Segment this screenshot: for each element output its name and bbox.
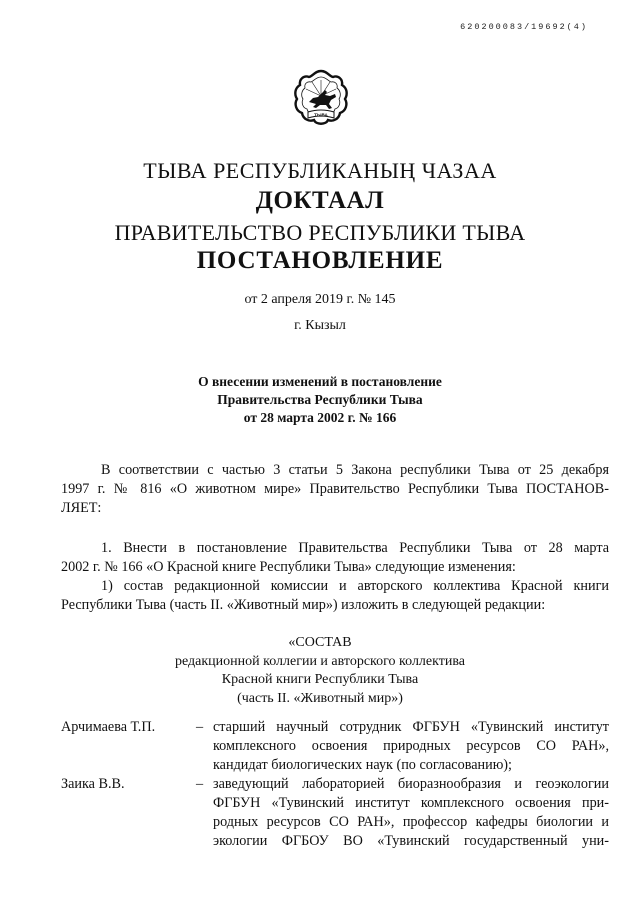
subject-line: Правительства Республики Тыва xyxy=(217,392,423,407)
preamble-line: ЛЯЕТ: xyxy=(61,500,102,516)
composition-title xyxy=(0,634,640,708)
preamble-line: 1997 г. № 816 «О животном мире» Правительство Республики Тыва ПОСТАНОВ- xyxy=(61,481,609,497)
member-name: Арчимаева Т.П. xyxy=(61,719,156,735)
item-1-paragraph xyxy=(61,539,609,615)
resolution-date-number: от 2 апреля 2019 г. № 145 xyxy=(244,292,396,307)
item-1-line: 1. Внести в постановление Правительства Республики Тыва от 28 марта xyxy=(101,540,609,556)
member-description-line: экологии ФГБОУ ВО «Тувинский государственный уни- xyxy=(213,833,609,849)
composition-title-line: редакционной коллегии и авторского коллектива xyxy=(174,653,465,669)
header-government: ПРАВИТЕЛЬСТВО РЕСПУБЛИКИ ТЫВА xyxy=(114,220,526,245)
member-dash: – xyxy=(196,719,204,735)
member-dash: – xyxy=(196,776,204,792)
composition-title-line: (часть II. «Животный мир») xyxy=(237,690,403,706)
composition-title-line: Красной книги Республики Тыва xyxy=(221,672,419,687)
resolution-subject xyxy=(0,373,640,427)
resolution-city: г. Кызыл xyxy=(294,318,346,333)
composition-title-line: «СОСТАВ xyxy=(288,635,352,650)
member-description-line: комплексного освоения природных ресурсов СО РАН», xyxy=(213,738,609,754)
preamble-paragraph xyxy=(61,461,609,518)
member-name: Заика В.В. xyxy=(61,776,125,792)
member-description-line: кандидат биологических наук (по согласованию); xyxy=(213,757,512,773)
subitem-1-line: 1) состав редакционной комиссии и авторского коллектива Красной книги xyxy=(101,578,609,594)
subitem-1-line: Республики Тыва (часть II. «Животный мир») изложить в следующей редакции: xyxy=(61,597,546,613)
emblem-ribbon-text: ТЫВА xyxy=(314,112,328,118)
subject-line: от 28 марта 2002 г. № 166 xyxy=(243,410,397,425)
member-description-line: старший научный сотрудник ФГБУН «Тувинский институт xyxy=(213,719,609,735)
member-description xyxy=(213,718,609,775)
header-tyva-government: ТЫВА РЕСПУБЛИКАНЫҢ ЧАЗАА xyxy=(143,158,497,183)
header-resolution: ПОСТАНОВЛЕНИЕ xyxy=(196,247,444,274)
document-code: 620200083/19692(4) xyxy=(460,22,588,32)
member-description-line: заведующий лабораторией биоразнообразия и геоэкологии xyxy=(213,776,609,792)
item-1-line: 2002 г. № 166 «О Красной книге Республики Тыва» следующие изменения: xyxy=(61,559,516,575)
preamble-line: В соответствии с частью 3 статьи 5 Закона республики Тыва от 25 декабря xyxy=(101,462,609,478)
header-doktaal: ДОКТААЛ xyxy=(255,187,385,214)
coat-of-arms-emblem xyxy=(291,68,351,132)
subject-line: О внесении изменений в постановление xyxy=(198,374,442,389)
member-description-line: родных ресурсов СО РАН», профессор кафедры биологии и xyxy=(213,814,609,830)
member-description xyxy=(213,775,609,851)
member-description-line: ФГБУН «Тувинский институт комплексного освоения при- xyxy=(213,795,609,811)
